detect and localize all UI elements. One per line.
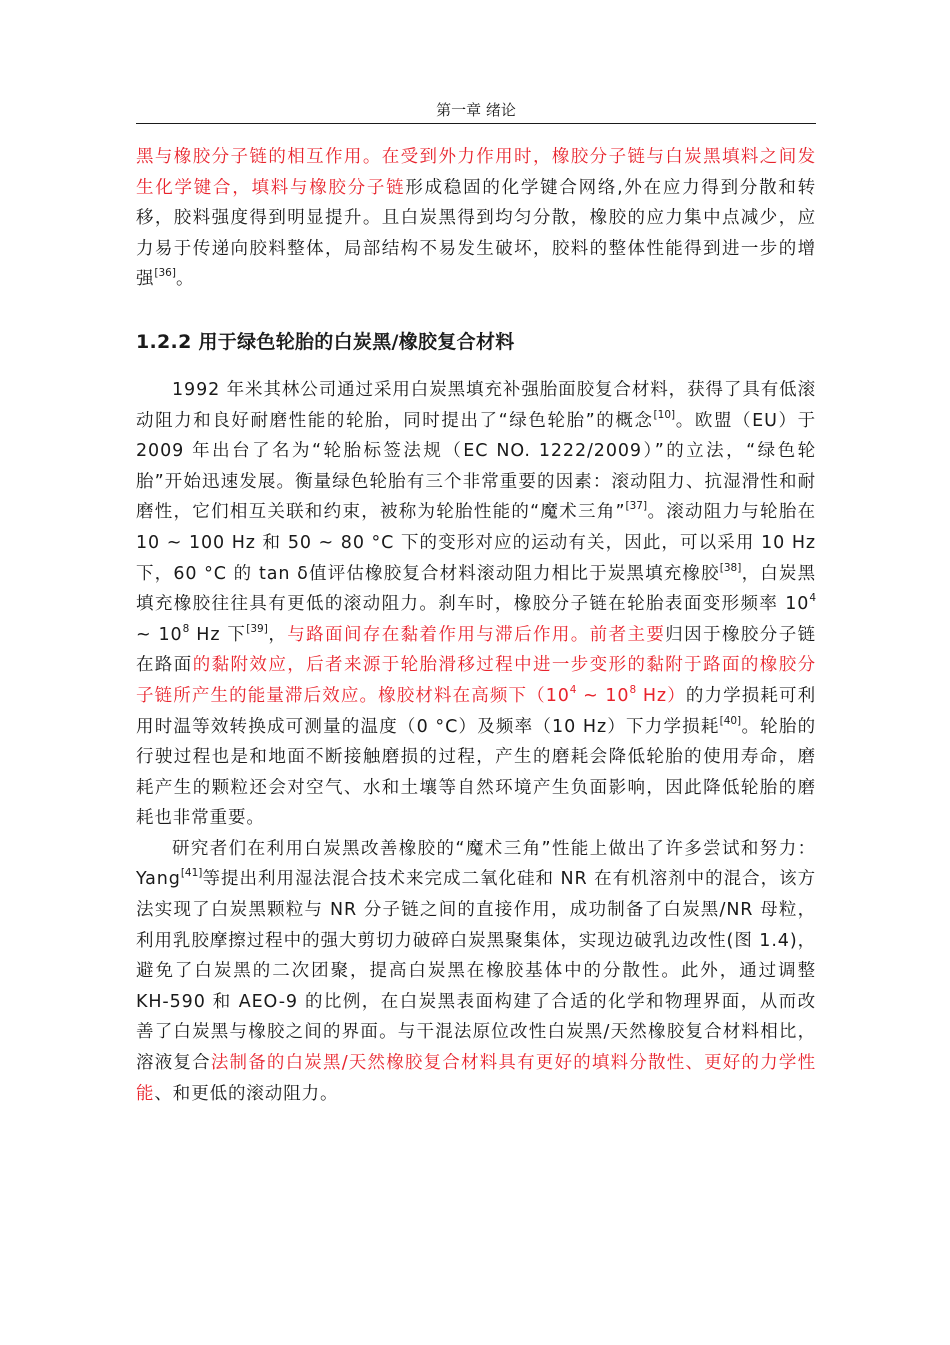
body-text: 。 (175, 269, 195, 290)
citation-ref[interactable]: [38] (719, 561, 742, 574)
body-text: 、和更低的滚动阻力。 (154, 1083, 339, 1104)
paragraph-green-tire (136, 375, 816, 834)
body-text: 的力学损耗可利用时温等效转换成可测量的温度（0 °C）及频率（10 Hz）下力学损耗 (136, 685, 816, 737)
exponent: 4 (569, 684, 577, 697)
body-text: Hz 下 (189, 624, 247, 645)
citation-ref[interactable]: [10] (653, 408, 676, 421)
highlighted-text: 法制备的白炭黑/天然橡胶复合材料具有更好的填料分散性、更好的力学性能 (136, 1053, 817, 1104)
section-heading: 1.2.2 用于绿色轮胎的白炭黑/橡胶复合材料 (136, 330, 515, 353)
highlighted-text: 的黏附效应，后者来源于轮胎滑移过程中进一步变形的黏附于路面的橡胶分子链所产生的能量滞后效应。橡胶材料在高频下（10 (136, 655, 817, 706)
exponent: 8 (182, 622, 190, 635)
citation-ref[interactable]: [40] (719, 714, 742, 727)
citation-ref[interactable]: [36] (154, 267, 176, 280)
citation-ref[interactable]: [41] (180, 867, 203, 880)
exponent: 8 (629, 684, 637, 697)
chapter-header: 第一章 绪论 (136, 98, 816, 124)
body-text: 。欧盟（EU）于 2009 年出台了名为“轮胎标签法规（EC NO. 1222/2009）”的立法，“绿色轮胎”开始迅速发展。衡量绿色轮胎有三个非常重要的因素：滚动阻力、抗湿滑性和耐磨性，它们相互关联和约束，被称为轮胎性能的“魔术三角” (136, 410, 816, 523)
body-text: ， (267, 624, 288, 645)
body-text: 研究者们在利用白炭黑改善橡胶的“魔术三角”性能上做出了许多尝试和努力：Yang (136, 838, 816, 890)
citation-ref[interactable]: [37] (625, 500, 648, 513)
highlighted-text: 与路面间存在黏着作用与滞后作用。前者主要 (287, 624, 666, 645)
body-text: 。滚动阻力与轮胎在 10 ~ 100 Hz 和 50 ~ 80 °C 下的变形对应的运动有关，因此，可以采用 10 Hz 下，60 °C 的 tan δ值评估橡胶复合材料滚动阻力相比于炭黑填充橡胶 (136, 502, 816, 584)
paragraph-research (136, 834, 816, 1109)
exponent: 4 (809, 592, 816, 605)
body-text: 。轮胎的行驶过程也是和地面不断接触磨损的过程，产生的磨耗会降低轮胎的使用寿命，磨耗产生的颗粒还会对空气、水和土壤等自然环境产生负面影响，因此降低轮胎的磨耗也非常重要。 (136, 716, 816, 829)
body-text: 1992 年米其林公司通过采用白炭黑填充补强胎面胶复合材料，获得了具有低滚动阻力和良好耐磨性能的轮胎，同时提出了“绿色轮胎”的概念 (136, 379, 816, 431)
body-text: 等提出利用湿法混合技术来完成二氧化硅和 NR 在有机溶剂中的混合，该方法实现了白炭黑颗粒与 NR 分子链之间的直接作用，成功制备了白炭黑/NR 母粒，利用乳胶摩擦过程中的强大剪切力破碎白炭黑聚集体，实现边破乳边改性(图 1.4)，避免了白炭黑的二次团聚，提高白炭黑在橡胶基体中的分散性。此外，通过调整 KH-590 和 AEO-9 的比例，在白炭黑表面构建了合适的化学和物理界面，从而改善了白炭黑与橡胶之间的界面。与干混法原位改性白炭黑/天然橡胶复合材料相比，溶液复合 (136, 869, 816, 1074)
highlighted-text: ~ 10 (576, 685, 630, 706)
highlighted-text: Hz） (636, 685, 686, 706)
citation-ref[interactable]: [39] (246, 622, 268, 635)
body-text: ~ 10 (136, 624, 183, 645)
paragraph-continuation (136, 142, 816, 295)
body-text: ，白炭黑填充橡胶往往具有更低的滚动阻力。刹车时，橡胶分子链在轮胎表面变形频率 10 (136, 563, 816, 615)
highlighted-text: 黑与橡胶分子链的相互作用。在受到外力作用时，橡胶分子链与白炭黑填料之间发生化学键合，填料与橡胶分子链 (136, 147, 816, 198)
body-text: 归因于橡胶分子链在路面 (136, 624, 816, 676)
page-body (136, 142, 816, 1109)
body-text: 形成稳固的化学键合网络,外在应力得到分散和转移，胶料强度得到明显提升。且白炭黑得到均匀分散，橡胶的应力集中点减少，应力易于传递向胶料整体，局部结构不易发生破坏，胶料的整体性能得到进一步的增强 (136, 177, 816, 290)
